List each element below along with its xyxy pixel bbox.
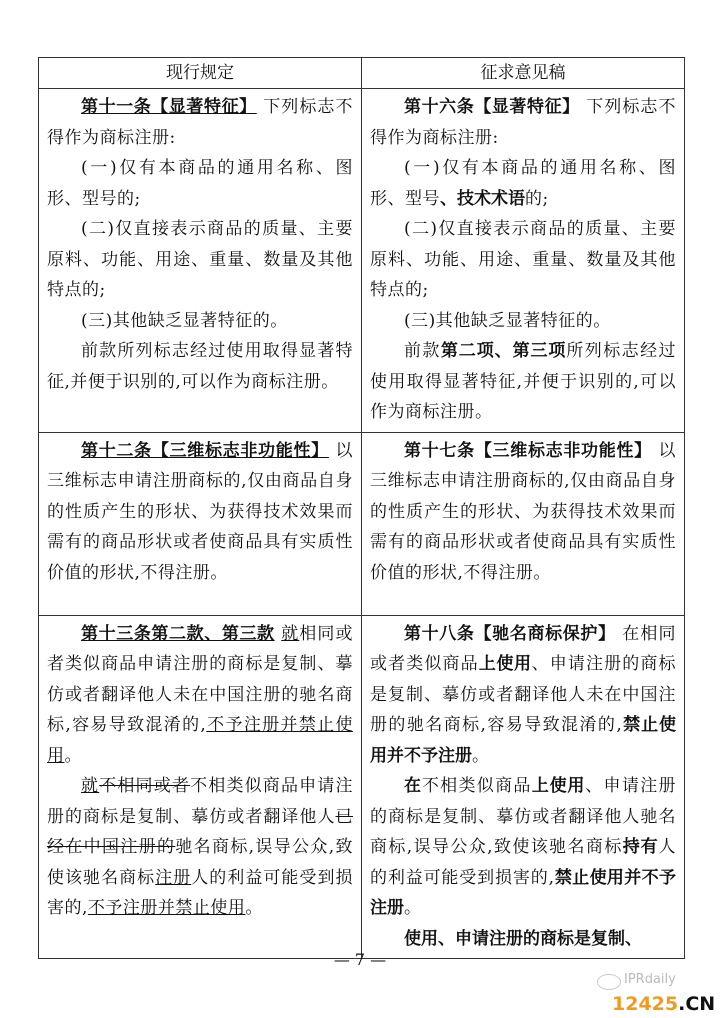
table-header-row: [39, 58, 685, 89]
header-current-rules: 现行规定: [39, 58, 362, 89]
site-logo[interactable]: 12425.CN: [612, 993, 716, 1015]
article-title: 第十八条【驰名商标保护】: [404, 623, 616, 644]
watermark-text: IPRdaily: [624, 972, 676, 987]
article-title: 第十三条第二款、第三款: [81, 623, 275, 644]
cell-draft-article-18: 第十八条【驰名商标保护】 在相同或者类似商品上使用、申请注册的商标是复制、摹仿或者翻译他人未在中国注册的驰名商标,容易导致混淆的,禁止使用并不予注册。 在不相类似商品上使用、申请注册的商标是复制、摹仿或者翻译他人驰名商标,误导公众,致使该驰名商标持有人的利益可能受到损害的,禁止使用并不予注册。 使用、申请注册的商标是复制、: [362, 615, 685, 959]
article-title: 第十七条【三维标志非功能性】: [404, 440, 652, 461]
page-number: — 7 —: [333, 950, 387, 969]
comparison-table: [38, 57, 685, 959]
cell-current-article-12: 第十二条【三维标志非功能性】 以三维标志申请注册商标的,仅由商品自身的性质产生的形状、为获得技术效果而需有的商品形状或者使商品具有实质性价值的形状,不得注册。: [39, 432, 362, 615]
table-row: [39, 432, 685, 615]
article-title: 第十一条【显著特征】: [81, 97, 257, 117]
cell-draft-article-16: 第十六条【显著特征】 下列标志不得作为商标注册: (一)仅有本商品的通用名称、图形、型号、技术术语的; (二)仅直接表示商品的质量、主要原料、功能、用途、重量、数量及其他特点的; (三)其他缺乏显著特征的。 前款第二项、第三项所列标志经过使用取得显著特征,并便于识别的,可以作为商标注册。: [362, 89, 685, 433]
cell-current-article-11: 第十一条【显著特征】 下列标志不得作为商标注册: (一)仅有本商品的通用名称、图形、型号的; (二)仅直接表示商品的质量、主要原料、功能、用途、重量、数量及其他特点的; (三)其他缺乏显著特征的。 前款所列标志经过使用取得显著特征,并便于识别的,可以作为商标注册。: [39, 89, 362, 433]
table-row: [39, 615, 685, 959]
table-row: [39, 89, 685, 433]
header-draft: 征求意见稿: [362, 58, 685, 89]
cell-current-article-13: 第十三条第二款、第三款 就相同或者类似商品申请注册的商标是复制、摹仿或者翻译他人未在中国注册的驰名商标,容易导致混淆的,不予注册并禁止使用。 就不相同或者不相类似商品申请注册的商标是复制、摹仿或者翻译他人已经在中国注册的驰名商标,误导公众,致使该驰名商标注册人的利益可能受到损害的,不予注册并禁止使用。: [39, 615, 362, 959]
article-title: 第十二条【三维标志非功能性】: [81, 440, 329, 461]
wechat-icon: [597, 974, 621, 990]
cell-draft-article-17: 第十七条【三维标志非功能性】 以三维标志申请注册商标的,仅由商品自身的性质产生的形状、为获得技术效果而需有的商品形状或者使商品具有实质性价值的形状,不得注册。: [362, 432, 685, 615]
article-title: 第十六条【显著特征】: [404, 97, 580, 117]
